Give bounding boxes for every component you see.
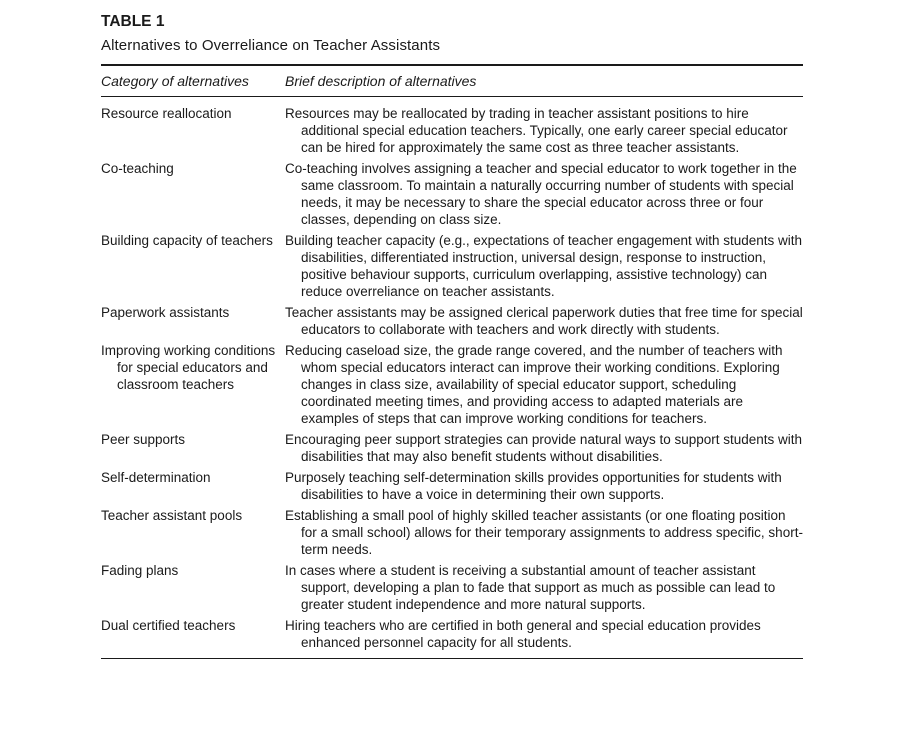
row-category: Self-determination bbox=[101, 470, 211, 485]
table-title: Alternatives to Overreliance on Teacher Assistants bbox=[101, 37, 441, 54]
row-category: Teacher assistant pools bbox=[101, 508, 243, 523]
table-header-row bbox=[101, 66, 803, 96]
row-description: In cases where a student is receiving a substantial amount of teacher assistant support, developing a plan to fade that support as much as possible can lead to greater student independence and more natural supports. bbox=[285, 563, 776, 612]
row-category: Improving working conditions for special educators and classroom teachers bbox=[101, 343, 276, 392]
table-row bbox=[101, 232, 803, 300]
row-description: Hiring teachers who are certified in both general and special education provides enhanced personnel capacity for all students. bbox=[285, 618, 761, 650]
table-row bbox=[101, 431, 803, 465]
header-description: Brief description of alternatives bbox=[285, 73, 477, 89]
row-category: Dual certified teachers bbox=[101, 618, 236, 633]
row-category: Resource reallocation bbox=[101, 106, 232, 121]
table-row bbox=[101, 160, 803, 228]
table-document bbox=[101, 12, 803, 659]
header-category: Category of alternatives bbox=[101, 73, 249, 89]
table-row bbox=[101, 304, 803, 338]
row-category: Paperwork assistants bbox=[101, 305, 230, 320]
table-row bbox=[101, 105, 803, 156]
table-body bbox=[101, 97, 803, 657]
table-row bbox=[101, 469, 803, 503]
row-description: Resources may be reallocated by trading in teacher assistant positions to hire additional special education teachers. Typically, one early career special educator can be hired for approximately the same cost as three teacher assistants. bbox=[285, 106, 788, 155]
row-category: Co-teaching bbox=[101, 161, 174, 176]
row-description: Purposely teaching self-determination skills provides opportunities for students with disabilities to have a voice in determining their own supports. bbox=[285, 470, 782, 502]
table-row bbox=[101, 562, 803, 613]
table-row bbox=[101, 617, 803, 651]
row-description: Building teacher capacity (e.g., expectations of teacher engagement with students with disabilities, differentiated instruction, universal design, response to instruction, positive behaviour supports, curriculum overlapping, assistive technology) can reduce overreliance on teacher assistants. bbox=[285, 233, 803, 299]
table-bottom-rule bbox=[101, 658, 803, 659]
table-row bbox=[101, 342, 803, 427]
row-description: Establishing a small pool of highly skilled teacher assistants (or one floating position for a small school) allows for their temporary assignments to address specific, short-term needs. bbox=[285, 508, 803, 557]
table-label: TABLE 1 bbox=[101, 13, 165, 30]
row-description: Teacher assistants may be assigned clerical paperwork duties that free time for special educators to collaborate with teachers and work directly with students. bbox=[285, 305, 803, 337]
row-category: Fading plans bbox=[101, 563, 179, 578]
row-category: Peer supports bbox=[101, 432, 186, 447]
row-description: Co-teaching involves assigning a teacher and special educator to work together in the same classroom. To maintain a naturally occurring number of students with special needs, it may be necessary to share the special educator across three or four classes, depending on class size. bbox=[285, 161, 797, 227]
row-description: Reducing caseload size, the grade range covered, and the number of teachers with whom special educators interact can improve their working conditions. Exploring changes in class size, availability of special educator support, scheduling coordinated meeting times, and providing access to adapted materials are examples of steps that can improve working conditions for teachers. bbox=[285, 343, 783, 426]
row-description: Encouraging peer support strategies can provide natural ways to support students with disabilities that may also benefit students without disabilities. bbox=[285, 432, 803, 464]
table-row bbox=[101, 507, 803, 558]
row-category: Building capacity of teachers bbox=[101, 233, 273, 248]
